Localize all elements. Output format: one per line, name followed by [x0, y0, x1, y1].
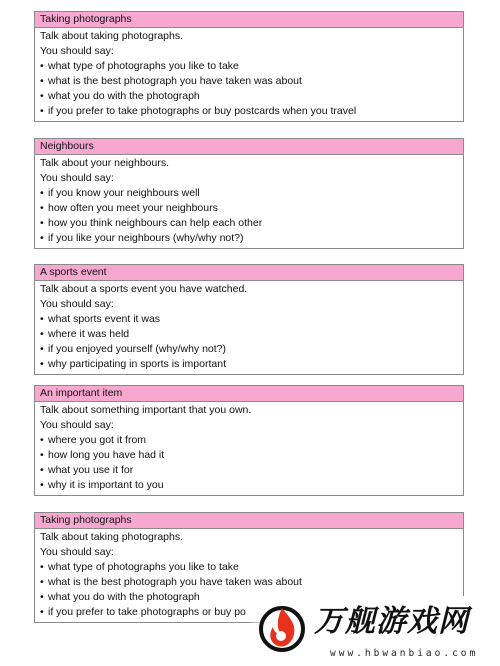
bullet-icon: • — [40, 105, 44, 117]
list-item — [40, 357, 458, 372]
bullet-icon: • — [40, 187, 44, 199]
list-item — [40, 448, 458, 463]
bullet-icon: • — [40, 313, 44, 325]
list-item-text: what you do with the photograph — [48, 591, 200, 603]
card-intro: Talk about your neighbours. — [40, 157, 169, 169]
list-item — [40, 560, 458, 575]
card-prompt: You should say: — [40, 172, 114, 184]
list-item-text: where it was held — [48, 328, 130, 340]
card-prompt: You should say: — [40, 546, 114, 558]
list-item — [40, 201, 458, 216]
list-item — [40, 89, 458, 104]
bullet-icon: • — [40, 591, 44, 603]
cue-card-sports-event — [34, 264, 464, 375]
list-item-text: what you use it for — [48, 464, 134, 476]
list-item-text: how often you meet your neighbours — [48, 202, 218, 214]
flame-logo-icon — [256, 602, 308, 654]
bullet-icon: • — [40, 217, 44, 229]
card-body — [35, 281, 463, 374]
list-item-text: if you enjoyed yourself (why/why not?) — [48, 343, 227, 355]
cue-card-taking-photographs — [34, 11, 464, 122]
watermark-url: www.hbwanbiao.com — [330, 648, 479, 659]
card-body — [35, 155, 463, 248]
list-item — [40, 433, 458, 448]
bullet-icon: • — [40, 561, 44, 573]
list-item — [40, 104, 458, 119]
cue-card-important-item — [34, 385, 464, 496]
list-item-text: what is the best photograph you have taken was about — [48, 75, 302, 87]
card-intro: Talk about a sports event you have watched. — [40, 283, 248, 295]
bullet-icon: • — [40, 606, 44, 618]
list-item-text: what type of photographs you like to take — [48, 561, 239, 573]
card-prompt: You should say: — [40, 419, 114, 431]
bullet-icon: • — [40, 232, 44, 244]
list-item — [40, 312, 458, 327]
list-item — [40, 463, 458, 478]
list-item-text: where you got it from — [48, 434, 147, 446]
cue-card-neighbours — [34, 138, 464, 249]
card-prompt: You should say: — [40, 298, 114, 310]
list-item — [40, 575, 458, 590]
list-item — [40, 216, 458, 231]
card-intro: Talk about taking photographs. — [40, 30, 184, 42]
bullet-icon: • — [40, 60, 44, 72]
bullet-icon: • — [40, 328, 44, 340]
list-item-text: how long you have had it — [48, 449, 165, 461]
list-item — [40, 59, 458, 74]
card-title: Taking photographs — [35, 12, 463, 28]
bullet-icon: • — [40, 479, 44, 491]
list-item-text: if you prefer to take photographs or buy postcards when you travel — [48, 105, 357, 117]
bullet-icon: • — [40, 576, 44, 588]
card-title: Neighbours — [35, 139, 463, 155]
bullet-icon: • — [40, 434, 44, 446]
list-item-text: if you know your neighbours well — [48, 187, 200, 199]
list-item-text: if you prefer to take photographs or buy po — [48, 606, 246, 618]
watermark-text: 万舰游戏网 — [314, 604, 469, 639]
list-item-text: what is the best photograph you have taken was about — [48, 576, 302, 588]
list-item — [40, 342, 458, 357]
bullet-icon: • — [40, 202, 44, 214]
bullet-icon: • — [40, 464, 44, 476]
list-item-text: what type of photographs you like to take — [48, 60, 239, 72]
list-item — [40, 231, 458, 246]
list-item-text: if you like your neighbours (why/why not?) — [48, 232, 244, 244]
card-intro: Talk about taking photographs. — [40, 531, 184, 543]
bullet-icon: • — [40, 449, 44, 461]
list-item — [40, 478, 458, 493]
card-body — [35, 402, 463, 495]
card-body — [35, 28, 463, 121]
list-item-text: why it is important to you — [48, 479, 164, 491]
list-item-text: why participating in sports is important — [48, 358, 226, 370]
bullet-icon: • — [40, 358, 44, 370]
card-title: An important item — [35, 386, 463, 402]
bullet-icon: • — [40, 343, 44, 355]
list-item-text: how you think neighbours can help each other — [48, 217, 263, 229]
bullet-icon: • — [40, 90, 44, 102]
list-item — [40, 327, 458, 342]
list-item — [40, 186, 458, 201]
card-title: A sports event — [35, 265, 463, 281]
bullet-icon: • — [40, 75, 44, 87]
card-prompt: You should say: — [40, 45, 114, 57]
list-item-text: what you do with the photograph — [48, 90, 200, 102]
list-item-text: what sports event it was — [48, 313, 161, 325]
card-intro: Talk about something important that you own. — [40, 404, 252, 416]
list-item — [40, 74, 458, 89]
card-title: Taking photographs — [35, 513, 463, 529]
site-watermark — [248, 596, 500, 666]
